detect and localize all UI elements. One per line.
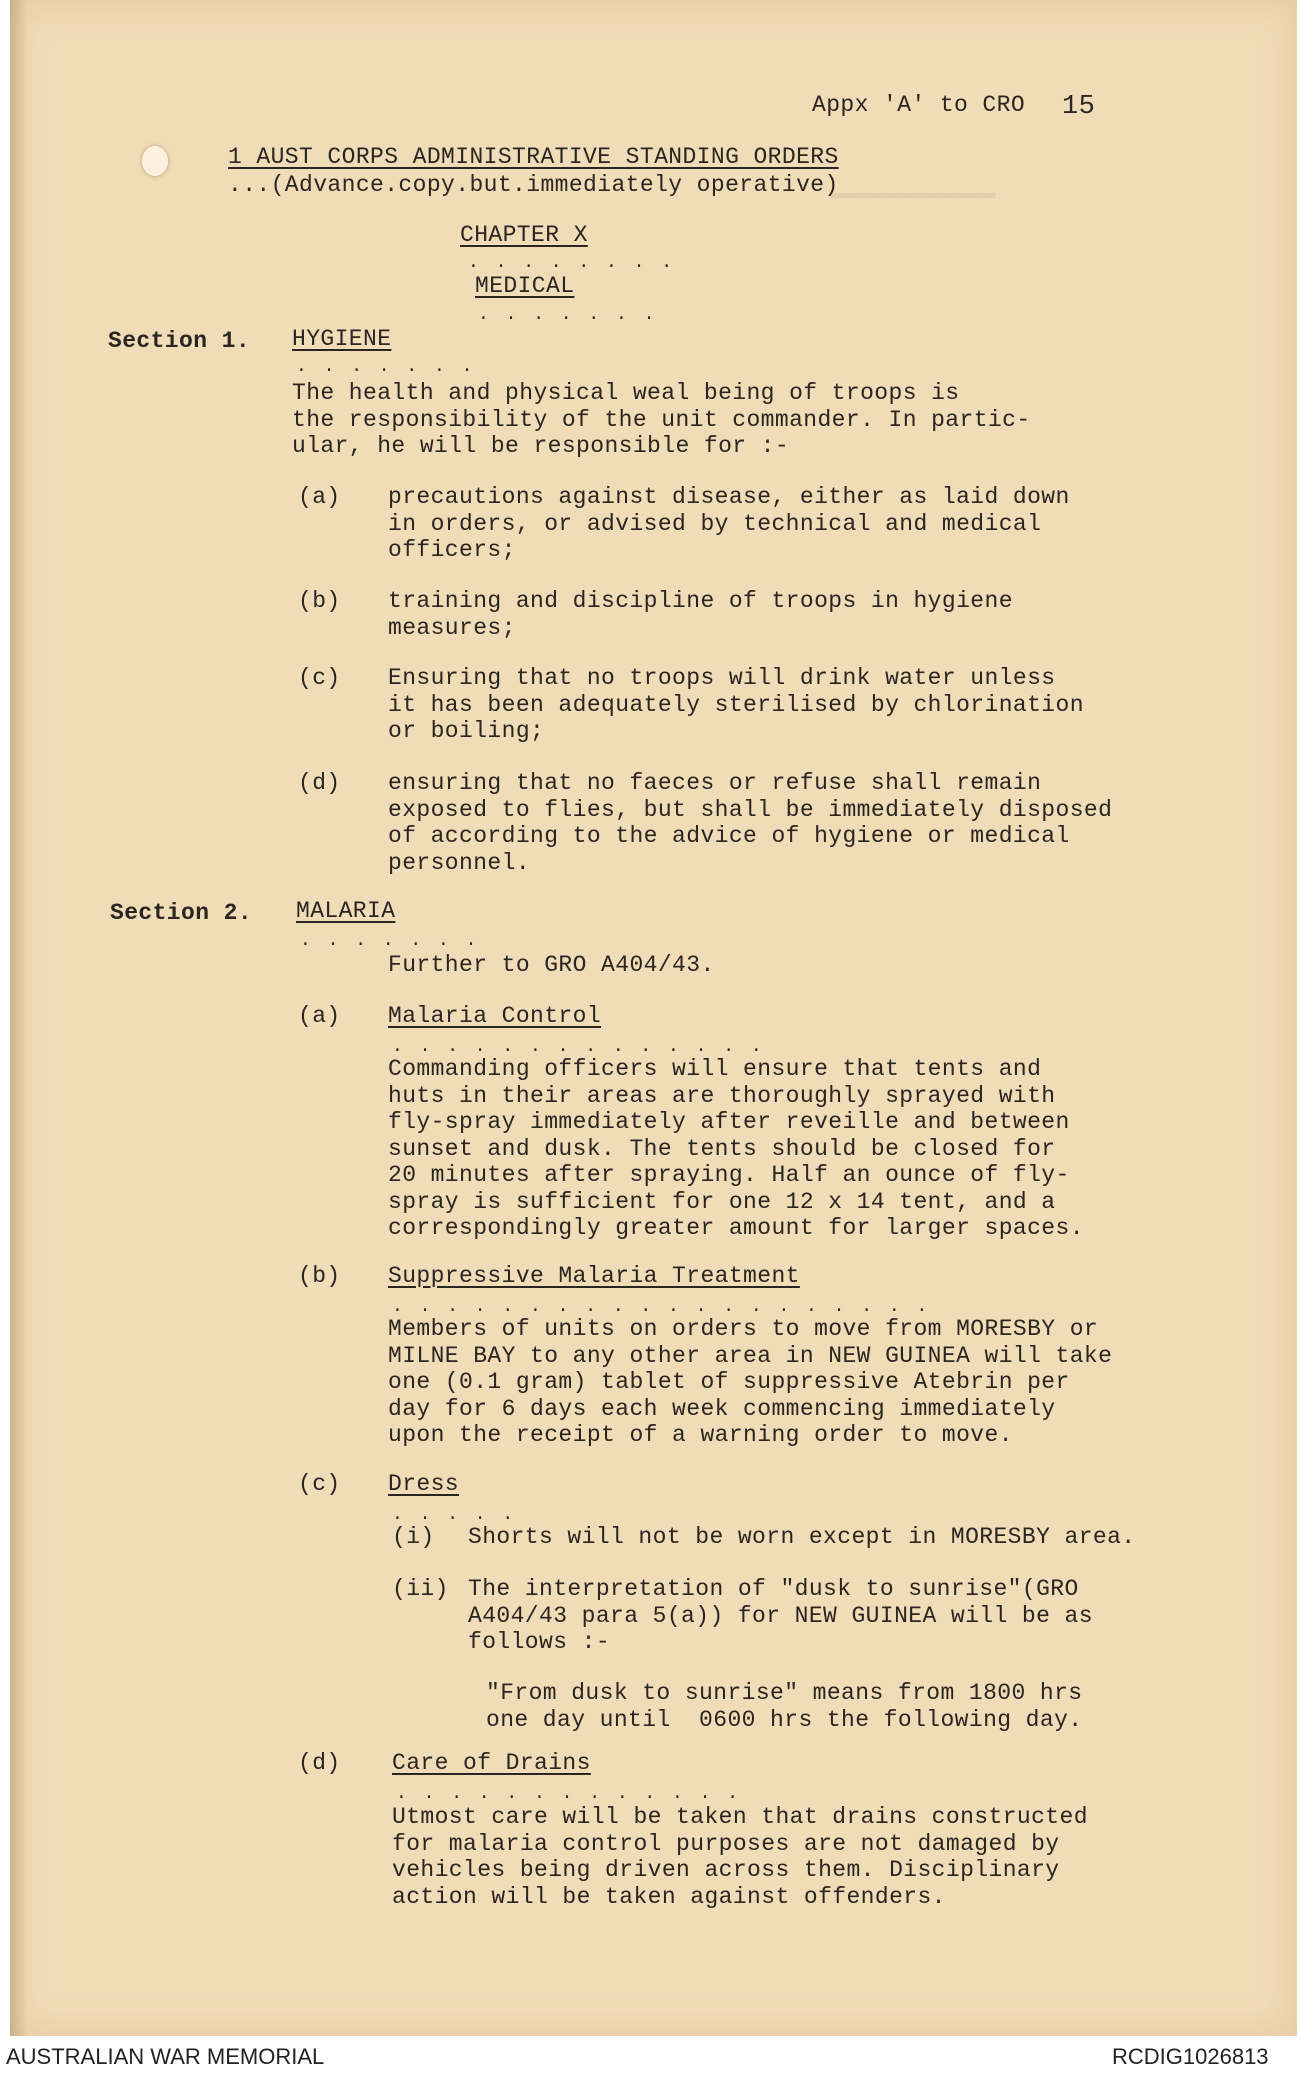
malaria-control-text: Commanding officers will ensure that tents and huts in their areas are thoroughly sprayed with fly-spray immediately after reveille and between sunset and dusk. The tents should be closed for 20 minutes after spraying. Half an ounce of fly- spray is sufficient for one 12 x 14 tent, and a correspondingly greater amount for larger spaces. — [388, 1056, 1084, 1241]
care-of-drains-text: Utmost care will be taken that drains constructed for malaria control purposes are not damaged by vehicles being driven across them. Disciplinary action will be taken against offenders. — [392, 1804, 1088, 1910]
paper-edge-shadow — [10, 0, 28, 2036]
care-of-drains-dots: . . . . . . . . . . . . . — [396, 1784, 742, 1804]
section-1-dots: . . . . . . . — [296, 357, 476, 377]
document-subtitle: ...(Advance.copy.but.immediately operative) — [228, 172, 839, 198]
bleed-through-shadow: ▬▬▬▬▬▬▬▬▬▬▬▬ — [830, 180, 996, 206]
punch-hole — [142, 146, 168, 176]
section-1-item-label: (d) — [298, 770, 341, 796]
suppressive-treatment-label: (b) — [298, 1263, 341, 1289]
footer-source: AUSTRALIAN WAR MEMORIAL — [6, 2044, 325, 2069]
section-1-item-label: (c) — [298, 665, 341, 691]
section-2-label: Section 2. — [110, 900, 253, 926]
chapter-dots: . . . . . . . . — [468, 253, 676, 273]
document-title: 1 AUST CORPS ADMINISTRATIVE STANDING ORDERS — [228, 144, 839, 170]
section-2-intro: Further to GRO A404/43. — [388, 952, 715, 978]
suppressive-treatment-heading: Suppressive Malaria Treatment — [388, 1263, 800, 1289]
malaria-control-dots: . . . . . . . . . . . . . . — [392, 1037, 765, 1057]
appx-reference: Appx 'A' to CRO — [812, 92, 1026, 118]
dress-i-label: (i) — [392, 1524, 435, 1550]
dress-i-text: Shorts will not be worn except in MORESBY area. — [468, 1524, 1136, 1550]
suppressive-treatment-dots: . . . . . . . . . . . . . . . . . . . . — [392, 1297, 931, 1317]
section-1-item-label: (b) — [298, 588, 341, 614]
section-1-item-text: Ensuring that no troops will drink water unless it has been adequately sterilised by chlorination or boiling; — [388, 665, 1084, 744]
care-of-drains-heading: Care of Drains — [392, 1750, 591, 1776]
section-1-label: Section 1. — [108, 328, 251, 354]
malaria-control-label: (a) — [298, 1003, 341, 1029]
chapter-title: CHAPTER X — [460, 222, 588, 248]
dress-ii-label: (ii) — [392, 1576, 449, 1602]
dress-label: (c) — [298, 1471, 341, 1497]
care-of-drains-label: (d) — [298, 1750, 341, 1776]
section-1-item-label: (a) — [298, 484, 341, 510]
section-1-heading: HYGIENE — [292, 326, 392, 352]
malaria-control-heading: Malaria Control — [388, 1003, 602, 1029]
section-1-item-text: training and discipline of troops in hygiene measures; — [388, 588, 1013, 641]
appx-number: 15 — [1062, 92, 1096, 122]
section-1-intro: The health and physical weal being of troops is the responsibility of the unit commander. In partic- ular, he will be responsible for :- — [292, 380, 1031, 459]
section-2-dots: . . . . . . . — [300, 931, 480, 951]
subject-dots: . . . . . . . — [478, 305, 658, 325]
footer-record-id: RCDIG1026813 — [1112, 2044, 1269, 2069]
section-2-heading: MALARIA — [296, 898, 396, 924]
section-1-item-text: ensuring that no faeces or refuse shall remain exposed to flies, but shall be immediately disposed of according to the advice of hygiene or medical personnel. — [388, 770, 1113, 876]
chapter-subject: MEDICAL — [475, 273, 575, 299]
dress-dots: . . . . . — [392, 1505, 517, 1525]
section-1-item-text: precautions against disease, either as laid down in orders, or advised by technical and medical officers; — [388, 484, 1070, 563]
dress-quote: "From dusk to sunrise" means from 1800 hrs one day until 0600 hrs the following day. — [486, 1680, 1083, 1733]
dress-ii-text: The interpretation of "dusk to sunrise"(GRO A404/43 para 5(a)) for NEW GUINEA will be as follows :- — [468, 1576, 1093, 1655]
suppressive-treatment-text: Members of units on orders to move from MORESBY or MILNE BAY to any other area in NEW GUINEA will take one (0.1 gram) tablet of suppressive Atebrin per day for 6 days each week commencing immediately upon the receipt of a warning order to move. — [388, 1316, 1113, 1448]
dress-heading: Dress — [388, 1471, 460, 1497]
